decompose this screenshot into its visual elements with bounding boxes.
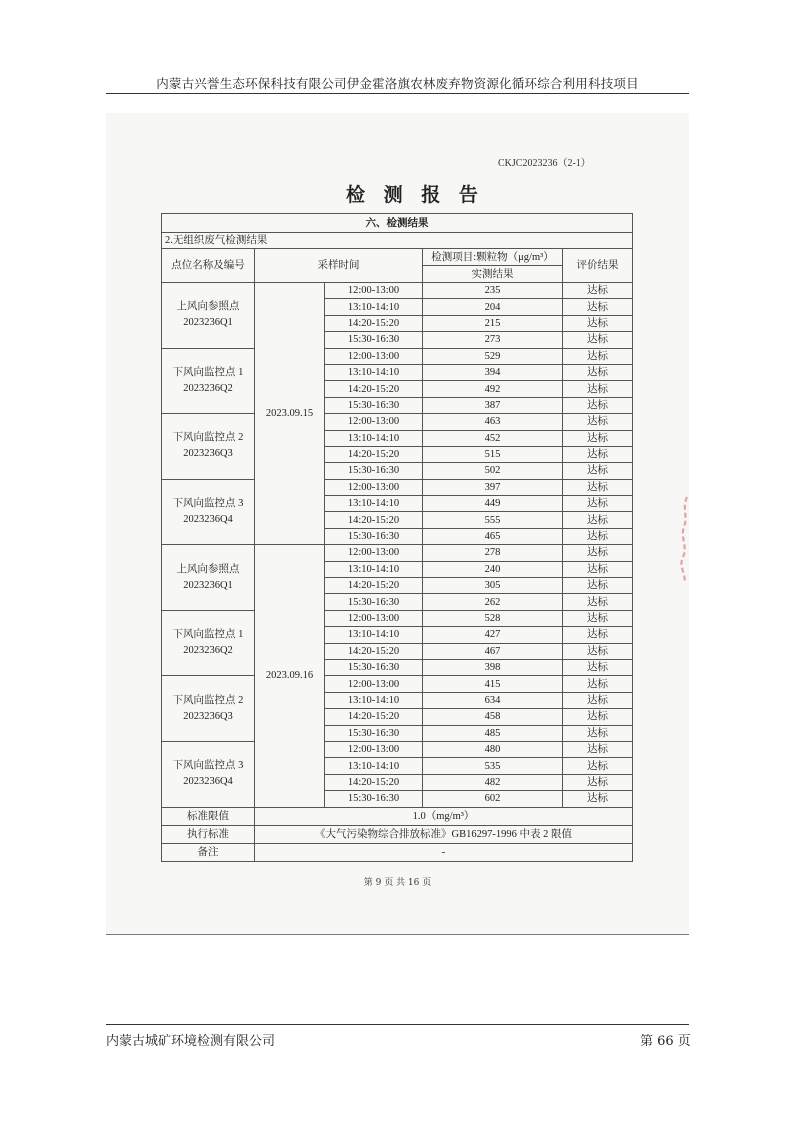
sampling-time: 15:30-16:30 [325, 463, 423, 479]
point-cell [162, 545, 255, 611]
measured-value: 467 [423, 643, 563, 659]
point-cell [162, 610, 255, 676]
point-cell [162, 348, 255, 414]
point-code: 2023236Q1 [183, 579, 233, 591]
measured-value: 502 [423, 463, 563, 479]
sampling-time: 12:00-13:00 [325, 479, 423, 495]
evaluation-result: 达标 [563, 774, 633, 790]
measured-value: 427 [423, 627, 563, 643]
measured-value: 449 [423, 496, 563, 512]
evaluation-result: 达标 [563, 299, 633, 315]
limit-label: 标准限值 [162, 807, 255, 825]
sampling-date: 2023.09.16 [255, 545, 325, 807]
evaluation-result: 达标 [563, 512, 633, 528]
header-divider [106, 93, 689, 94]
evaluation-result: 达标 [563, 397, 633, 413]
red-seal-stamp [678, 495, 690, 585]
evaluation-result: 达标 [563, 578, 633, 594]
evaluation-result: 达标 [563, 381, 633, 397]
remark-value: - [255, 843, 633, 861]
evaluation-result: 达标 [563, 545, 633, 561]
evaluation-result: 达标 [563, 348, 633, 364]
sampling-date: 2023.09.15 [255, 283, 325, 545]
header-test-item: 检测项目:颗粒物（μg/m³） [423, 249, 563, 266]
point-name: 下风向监控点 1 [172, 366, 244, 378]
table-row [162, 479, 633, 495]
evaluation-result: 达标 [563, 594, 633, 610]
footer-company: 内蒙古城矿环境检测有限公司 [106, 1034, 276, 1049]
scan-bottom-divider [106, 934, 689, 935]
measured-value: 485 [423, 725, 563, 741]
sampling-time: 12:00-13:00 [325, 741, 423, 757]
measured-value: 515 [423, 446, 563, 462]
table-row [162, 283, 633, 299]
point-name: 上风向参照点 [176, 563, 240, 575]
evaluation-result: 达标 [563, 528, 633, 544]
point-cell [162, 414, 255, 480]
sampling-time: 15:30-16:30 [325, 725, 423, 741]
evaluation-result: 达标 [563, 692, 633, 708]
measured-value: 458 [423, 709, 563, 725]
sampling-time: 13:10-14:10 [325, 496, 423, 512]
measured-value: 465 [423, 528, 563, 544]
measured-value: 235 [423, 283, 563, 299]
sampling-time: 15:30-16:30 [325, 332, 423, 348]
evaluation-result: 达标 [563, 561, 633, 577]
evaluation-result: 达标 [563, 643, 633, 659]
sampling-time: 12:00-13:00 [325, 348, 423, 364]
table-row [162, 414, 633, 430]
limit-value: 1.0（mg/m³） [255, 807, 633, 825]
measured-value: 397 [423, 479, 563, 495]
section-title: 六、检测结果 [162, 214, 633, 233]
sampling-time: 15:30-16:30 [325, 659, 423, 675]
evaluation-result: 达标 [563, 430, 633, 446]
sampling-time: 14:20-15:20 [325, 381, 423, 397]
point-name: 上风向参照点 [176, 301, 240, 313]
sampling-time: 13:10-14:10 [325, 758, 423, 774]
evaluation-result: 达标 [563, 610, 633, 626]
point-code: 2023236Q4 [183, 513, 233, 525]
measured-value: 215 [423, 315, 563, 331]
point-code: 2023236Q3 [183, 448, 233, 460]
evaluation-result: 达标 [563, 332, 633, 348]
standard-label: 执行标准 [162, 825, 255, 843]
sampling-time: 13:10-14:10 [325, 364, 423, 380]
header-point: 点位名称及编号 [162, 249, 255, 283]
report-code: CKJC2023236（2-1） [498, 158, 591, 169]
sampling-time: 12:00-13:00 [325, 545, 423, 561]
sampling-time: 14:20-15:20 [325, 446, 423, 462]
sampling-time: 13:10-14:10 [325, 299, 423, 315]
point-code: 2023236Q1 [183, 317, 233, 329]
measured-value: 535 [423, 758, 563, 774]
sampling-time: 15:30-16:30 [325, 791, 423, 807]
report-title: 检 测 报 告 [346, 184, 484, 206]
table-row [162, 348, 633, 364]
evaluation-result: 达标 [563, 364, 633, 380]
measured-value: 394 [423, 364, 563, 380]
remark-label: 备注 [162, 843, 255, 861]
sampling-time: 12:00-13:00 [325, 610, 423, 626]
sampling-time: 12:00-13:00 [325, 414, 423, 430]
measured-value: 492 [423, 381, 563, 397]
evaluation-result: 达标 [563, 676, 633, 692]
evaluation-result: 达标 [563, 758, 633, 774]
measured-value: 415 [423, 676, 563, 692]
page-header: 内蒙古兴誉生态环保科技有限公司伊金霍洛旗农林废弃物资源化循环综合利用科技项目 [156, 76, 639, 91]
table-row [162, 610, 633, 626]
header-sampling-time: 采样时间 [255, 249, 423, 283]
sampling-time: 14:20-15:20 [325, 578, 423, 594]
point-cell [162, 283, 255, 349]
subsection-title: 2.无组织废气检测结果 [162, 233, 633, 249]
sampling-time: 13:10-14:10 [325, 561, 423, 577]
measured-value: 602 [423, 791, 563, 807]
sampling-time: 14:20-15:20 [325, 512, 423, 528]
sampling-time: 13:10-14:10 [325, 627, 423, 643]
measured-value: 482 [423, 774, 563, 790]
sampling-time: 14:20-15:20 [325, 643, 423, 659]
measured-value: 204 [423, 299, 563, 315]
sampling-time: 14:20-15:20 [325, 774, 423, 790]
point-cell [162, 676, 255, 742]
point-code: 2023236Q3 [183, 710, 233, 722]
point-code: 2023236Q2 [183, 645, 233, 657]
measured-value: 278 [423, 545, 563, 561]
evaluation-result: 达标 [563, 725, 633, 741]
evaluation-result: 达标 [563, 659, 633, 675]
sampling-time: 13:10-14:10 [325, 430, 423, 446]
sampling-time: 13:10-14:10 [325, 692, 423, 708]
point-name: 下风向监控点 2 [172, 432, 244, 444]
sampling-time: 14:20-15:20 [325, 315, 423, 331]
results-table [161, 213, 633, 862]
sampling-time: 12:00-13:00 [325, 283, 423, 299]
measured-value: 463 [423, 414, 563, 430]
evaluation-result: 达标 [563, 315, 633, 331]
evaluation-result: 达标 [563, 446, 633, 462]
evaluation-result: 达标 [563, 496, 633, 512]
table-row [162, 676, 633, 692]
measured-value: 398 [423, 659, 563, 675]
measured-value: 387 [423, 397, 563, 413]
evaluation-result: 达标 [563, 627, 633, 643]
evaluation-result: 达标 [563, 741, 633, 757]
measured-value: 240 [423, 561, 563, 577]
sampling-time: 14:20-15:20 [325, 709, 423, 725]
measured-value: 262 [423, 594, 563, 610]
measured-value: 528 [423, 610, 563, 626]
evaluation-result: 达标 [563, 479, 633, 495]
evaluation-result: 达标 [563, 791, 633, 807]
point-cell [162, 479, 255, 545]
evaluation-result: 达标 [563, 709, 633, 725]
sampling-time: 15:30-16:30 [325, 397, 423, 413]
standard-value: 《大气污染物综合排放标准》GB16297-1996 中表 2 限值 [255, 825, 633, 843]
footer-page-number: 第 66 页 [640, 1034, 691, 1049]
evaluation-result: 达标 [563, 463, 633, 479]
sampling-time: 12:00-13:00 [325, 676, 423, 692]
point-name: 下风向监控点 3 [172, 497, 244, 509]
measured-value: 273 [423, 332, 563, 348]
point-cell [162, 741, 255, 807]
point-code: 2023236Q4 [183, 776, 233, 788]
measured-value: 305 [423, 578, 563, 594]
table-row [162, 741, 633, 757]
measured-value: 452 [423, 430, 563, 446]
header-measured: 实测结果 [423, 266, 563, 283]
measured-value: 634 [423, 692, 563, 708]
evaluation-result: 达标 [563, 414, 633, 430]
sampling-time: 15:30-16:30 [325, 594, 423, 610]
table-row [162, 545, 633, 561]
inner-page-number: 第 9 页 共 16 页 [363, 878, 432, 888]
measured-value: 529 [423, 348, 563, 364]
footer-divider [106, 1024, 689, 1025]
measured-value: 480 [423, 741, 563, 757]
sampling-time: 15:30-16:30 [325, 528, 423, 544]
evaluation-result: 达标 [563, 283, 633, 299]
point-name: 下风向监控点 2 [172, 694, 244, 706]
point-code: 2023236Q2 [183, 382, 233, 394]
header-evaluation: 评价结果 [563, 249, 633, 283]
measured-value: 555 [423, 512, 563, 528]
point-name: 下风向监控点 1 [172, 629, 244, 641]
point-name: 下风向监控点 3 [172, 760, 244, 772]
